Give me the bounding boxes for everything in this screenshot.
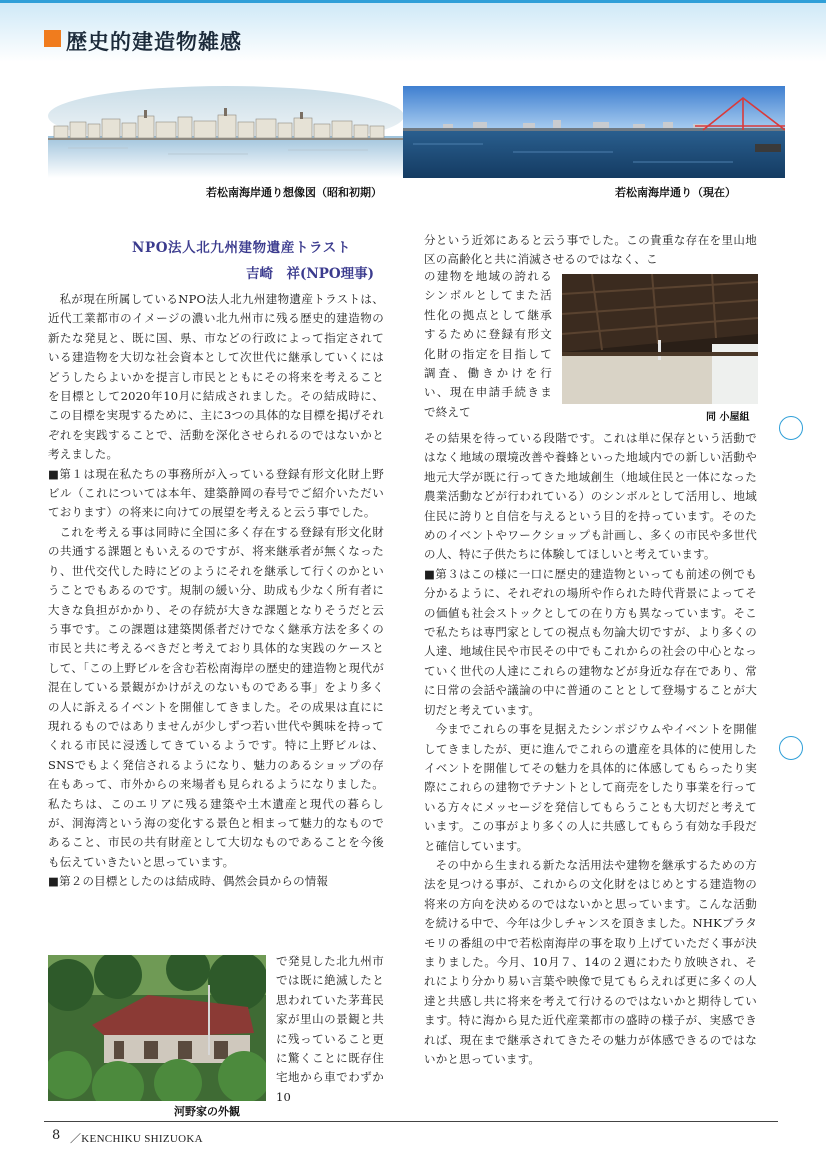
roof-truss-caption: 同 小屋組 xyxy=(706,412,750,423)
modern-harbor-photo xyxy=(403,86,785,178)
kono-house-photo xyxy=(48,955,266,1101)
illustration-photo xyxy=(48,86,403,178)
right-wrap-text: の建物を地域の誇れるシンボルとしてまた活性化の拠点として継承するために登録有形文化財の指定を目指して調査、働きかけを行い、現在申請手続きまで終えて xyxy=(424,269,552,419)
magazine-name: ／KENCHIKU SHIZUOKA xyxy=(70,1133,203,1145)
right-column-top-text: 分という近郊にあると云う事でした。この貴重な存在を里山地区の高齢化と共に消滅させるのではなく、こ xyxy=(424,233,757,267)
section-marker-square xyxy=(44,30,61,47)
roof-truss-photo xyxy=(562,274,758,404)
right-column-text xyxy=(424,429,757,1069)
paragraph-events: 今までこれらの事を見据えたシンポジウムやイベントを開催してきましたが、更に進んでこれらの遺産を具体的に使用したイベントを開催してその魅力を具体的に体感してもらったり実際にこれらの建物でテナントとして商売をしたり事業を行っている方々にメッセージを発信してもらうことも大切だと考えています。この事がより多くの人に共感してもらう有効な手段だと確信しています。 xyxy=(424,722,757,853)
modern-photo-caption: 若松南海岸通り（現在） xyxy=(615,186,736,199)
thatched-house-image xyxy=(48,955,266,1101)
margin-circle-marker xyxy=(779,416,803,440)
author-byline: 吉崎 祥(NPO理事) xyxy=(246,266,375,282)
kono-house-caption: 河野家の外観 xyxy=(174,1105,240,1118)
left-wrap-text: で発見した北九州市では既に絶滅したと思われていた茅葺民家が里山の景観と共に残っていること更に驚くことに既存住宅地から車でわずか10 xyxy=(276,954,384,1104)
paragraph-intro: 私が現在所属しているNPO法人北九州建物遺産トラストは、近代工業都市のイメージの濃い北九州市に残る歴史的建造物の新たな発見と、既に国、県、市などの行政によって指定されている建造物を大切な社会資本として次世代に継承していくにはどうしたらよいかを提言し市民とともにその将来を考えることを目標として2020年10月に結成されました。その結成時に、この目標を実現するために、主に3つの具体的な目標を掲げそれぞれを実践することで、活動を深化させられるのではないかと考えました。 xyxy=(48,292,384,462)
left-column-text xyxy=(48,290,384,892)
paragraph-goal-2-continued: その結果を待っている段階です。これは単に保存という活動ではなく地域の環境改善や養蜂といった地域内での新しい活動や地元大学が既に行ってきた地域創生（地域住民と一体になった農業活動などが行われている）のシンボルとして活用し、地域住民に誇りと自信を与えるという目的を持っています。そのためのイベントやワークショップも計画し、多くの市民や多世代の人、特に子供たちに体験してほしいと考えています。 xyxy=(424,431,757,562)
page-number: 8 xyxy=(52,1128,61,1143)
illustration-caption: 若松南海岸通り想像図（昭和初期） xyxy=(206,186,382,199)
margin-circle-marker xyxy=(779,736,803,760)
paragraph-goal-3: ■第３はこの様に一口に歴史的建造物といっても前述の例でも分かるように、それぞれの場所や作られた時代背景によってその価値も社会ストックとしての在り方も異なっています。そこで私たちは専門家としての視点も勿論大切ですが、より多くの人達、地域住民や市民その中でもこれからの社会の中心となっていく世代の人達にこれらの建物などが身近な存在であり、常に日常の会話や議論の中に普通のこととして登場することが大切だと考えています。 xyxy=(424,566,757,717)
paragraph-goal-1-detail: これを考える事は同時に全国に多く存在する登録有形文化財の共通する課題ともいえるのですが、将来継承者が無くなったり、世代交代した時にどのようにそれを継承して行くのかということでもあるのです。規制の緩い分、助成も少なく所有者に大きな負担がかかり、その存続が大きな課題となりそうだと云う事です。この課題は建築関係者だけでなく継承方法を多くの市民と共に考えるべきだと考えており具体的な実践のケースとして、「この上野ビルを含む若松南海岸の歴史的建造物と現代が混在している景観がかけがえのないものである事」をより多くの人に訴えるイベントを開催してきました。その成果は直にに現れるものではありませんが少しずつ若い世代や興味を持ってくれる市民に浸透してきているようです。特に上野ビルは、SNSでもよく発信されるようになり、魅力のあるショップの存在もあって、市外からの来場者も見られるようになりました。私たちは、このエリアに残る建築や土木遺産と現代の暮らしが、洞海湾という海の変化する景色と相まって魅力的なものであること、市民の共有財産として大切なものであることを今後も伝えていきたいと思っています。 xyxy=(48,524,384,869)
harbor-photo-image xyxy=(403,86,785,178)
paragraph-conclusion: その中から生まれる新たな活用法や建物を継承するための方法を見つける事が、これからの文化財をはじめとする建造物の将来の方向を決めるのではないかと思っています。こんな活動を続ける中で、今年は少しチャンスを頂きました。NHKブラタモリの番組の中で若松南海岸の事を取り上げていただく事が決まりました。今月、10月７、14の２週にわたり放映され、それにより分かり易い言葉や映像で見てもらえれば更に多くの人達と共感し共に将来を考えて行けるのではないかと期待しています。特に海から見た近代産業都市の盛時の様子が、実感できれば、現在まで継承されてきたその魅力が体感できるのではないかと思っています。 xyxy=(424,857,757,1066)
roof-truss-image xyxy=(562,274,758,404)
footer-rule xyxy=(44,1121,778,1122)
shoreline-illustration xyxy=(48,86,403,178)
page-title: 歴史的建造物雑感 xyxy=(66,30,242,54)
paragraph-goal-1: ■第１は現在私たちの事務所が入っている登録有形文化財上野ビル（これについては本年、建築静岡の春号でご紹介いただいております）の将来に向けての展望を考えると云う事でした。 xyxy=(48,466,384,520)
paragraph-goal-2-start: ■第２の目標としたのは結成時、偶然会員からの情報 xyxy=(48,874,329,889)
organization-title: NPO法人北九州建物遺産トラスト xyxy=(132,240,351,256)
